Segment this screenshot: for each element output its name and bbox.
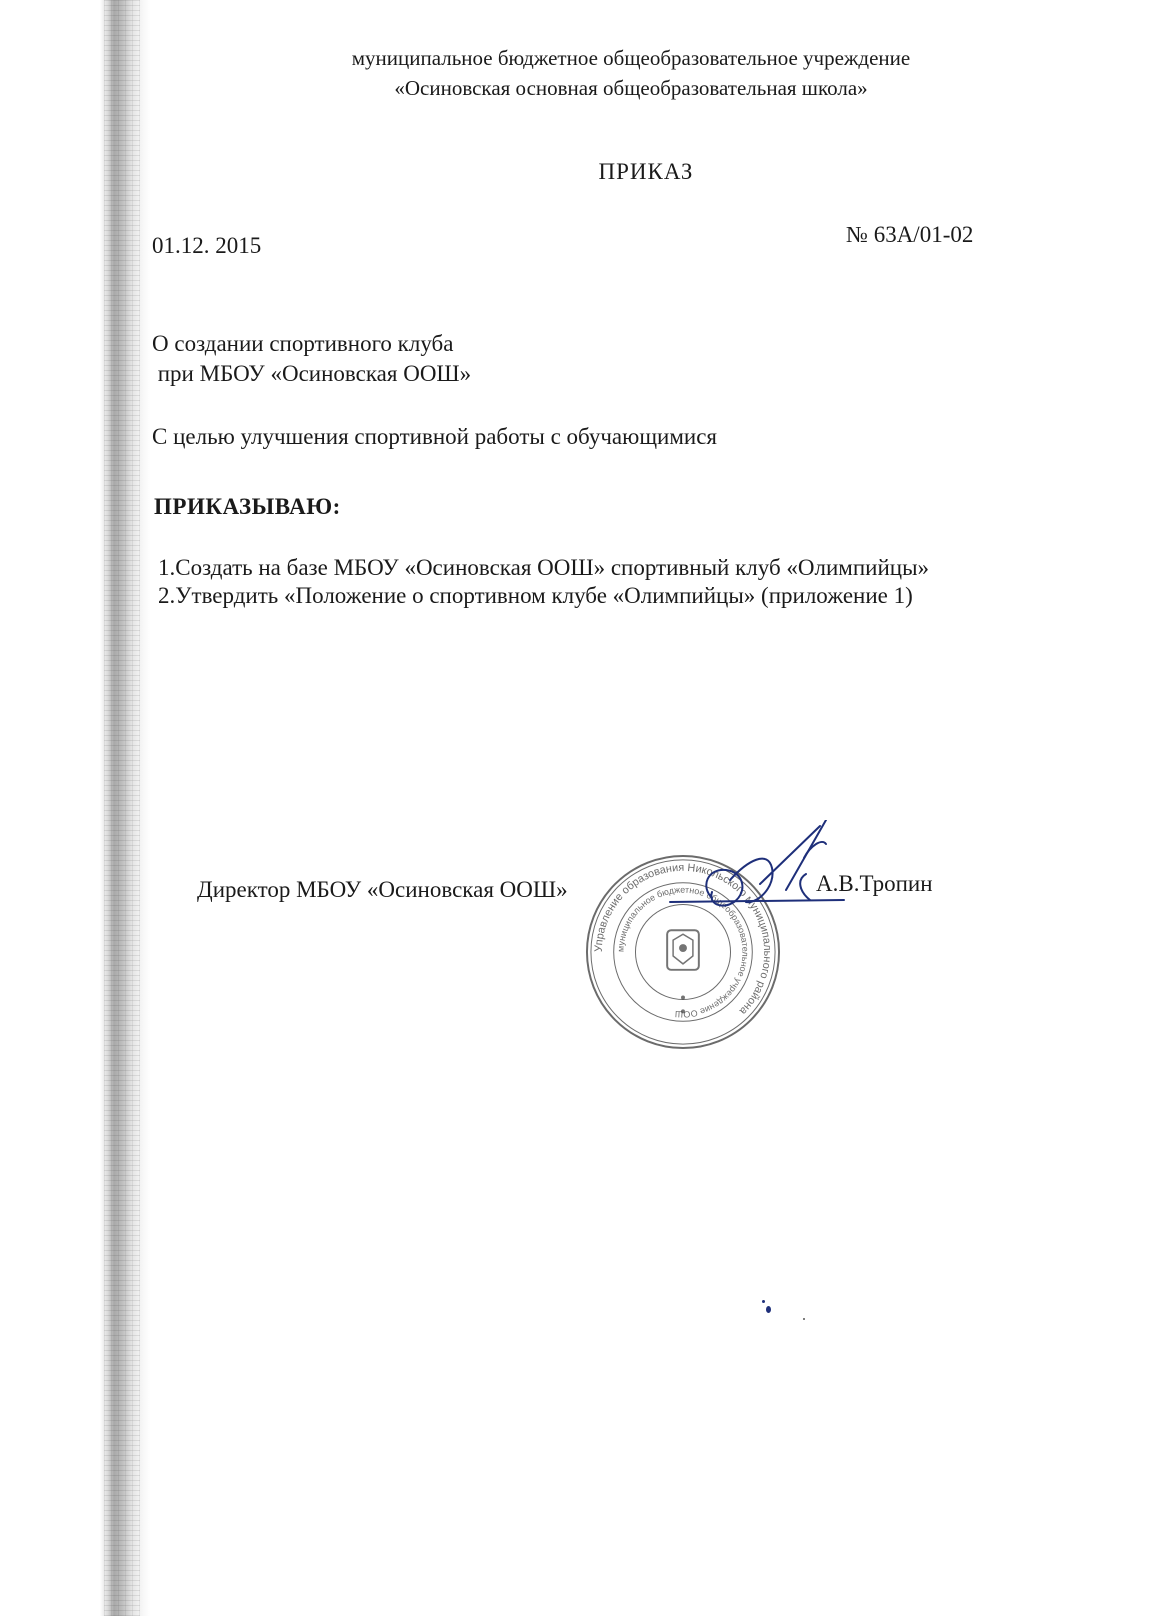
- stamp-outer-text: Управление образования Никольского муниципального района: [592, 861, 774, 1017]
- preamble: С целью улучшения спортивной работы с обучающимися: [152, 424, 717, 449]
- org-name-line-2: «Осиновская основная общеобразовательная школа»: [394, 76, 868, 100]
- stamp-inner-text: муниципальное бюджетное общеобразовательное учреждение ООШ: [615, 884, 751, 1020]
- signatory-position: Директор МБОУ «Осиновская ООШ»: [197, 877, 568, 902]
- org-name-line-1: муниципальное бюджетное общеобразовательное учреждение: [351, 46, 911, 70]
- signatory-name: А.В.Тропин: [816, 871, 933, 896]
- ink-speck: [803, 1318, 805, 1320]
- subject-line-2: при МБОУ «Осиновская ООШ»: [152, 361, 472, 386]
- scan-noise: [104, 0, 140, 1616]
- ink-speck: [766, 1306, 771, 1313]
- document-date: 01.12. 2015: [152, 233, 262, 258]
- ink-speck: [762, 1300, 765, 1303]
- directive-heading: ПРИКАЗЫВАЮ:: [154, 494, 341, 519]
- order-item: 1.Создать на базе МБОУ «Осиновская ООШ» спортивный клуб «Олимпийцы»: [158, 555, 930, 580]
- document-number: № 63А/01-02: [846, 222, 974, 247]
- order-item: 2.Утвердить «Положение о спортивном клубе «Олимпийцы» (приложение 1): [158, 583, 913, 608]
- subject-line-1: О создании спортивного клуба: [152, 331, 454, 356]
- document-title: ПРИКАЗ: [598, 159, 694, 184]
- handwritten-signature: [660, 820, 860, 940]
